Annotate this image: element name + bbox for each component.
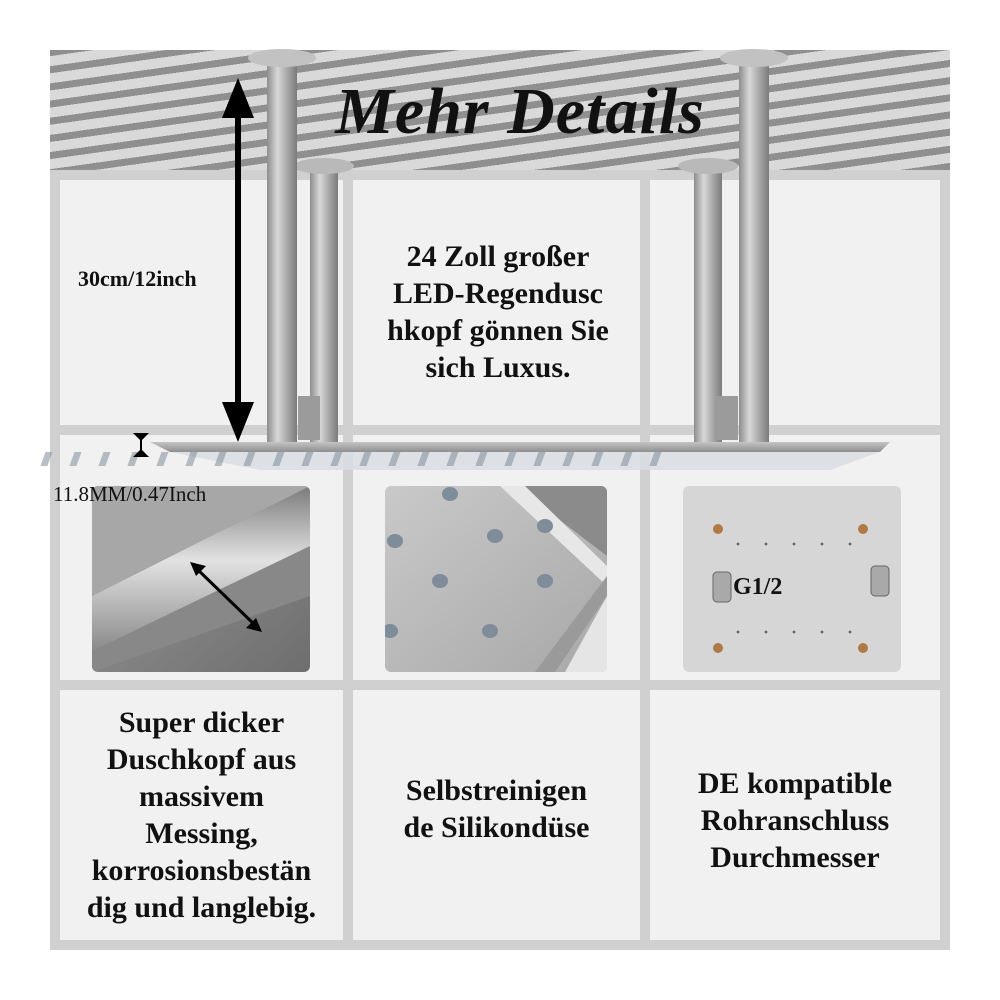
height-dimension-label: 30cm/12inch xyxy=(78,266,197,291)
plate-nozzle xyxy=(98,452,110,466)
size-line-3: hkopf gönnen Sie xyxy=(387,314,609,347)
plate-nozzle xyxy=(156,452,168,466)
shower-head-plate xyxy=(150,442,890,452)
connector-line-3: Durchmesser xyxy=(710,841,880,874)
brass-feature-text xyxy=(60,704,343,926)
connector-line-1: DE kompatible xyxy=(697,767,893,800)
brass-line-1: Super dicker xyxy=(118,706,285,739)
front-right-pipe xyxy=(739,60,769,442)
size-feature-text xyxy=(353,238,643,386)
connector-size-label: G1/2 xyxy=(733,574,783,600)
thickness-detail-arrow xyxy=(196,568,256,626)
thickness-dimension-label: 11.8MM/0.47Inch xyxy=(53,482,207,506)
brass-line-4: Messing, xyxy=(145,817,258,850)
size-line-2: LED-Regendusc xyxy=(392,277,603,310)
page-title: Mehr Details xyxy=(335,75,705,148)
size-line-1: 24 Zoll großer xyxy=(406,240,590,273)
nozzle-line-2: de Silikondüse xyxy=(403,811,590,844)
front-right-flange xyxy=(720,49,788,67)
plate-nozzle xyxy=(40,452,52,466)
brass-line-2: Duschkopf aus xyxy=(106,743,297,776)
connector-feature-text xyxy=(650,765,940,876)
right-connector-nut xyxy=(716,396,738,440)
nozzle-line-1: Selbstreinigen xyxy=(405,774,588,807)
plate-nozzle xyxy=(69,452,81,466)
brass-line-3: massivem xyxy=(139,780,264,813)
brass-line-5: korrosionsbestän xyxy=(91,854,312,887)
brass-line-6: dig und langlebig. xyxy=(86,891,317,924)
nozzle-feature-text xyxy=(353,772,640,846)
size-line-4: sich Luxus. xyxy=(425,351,571,384)
height-arrow-bottom xyxy=(222,402,254,442)
left-connector-nut xyxy=(298,396,320,440)
front-left-pipe xyxy=(267,60,297,442)
back-right-flange xyxy=(678,158,738,174)
front-left-flange xyxy=(248,49,316,67)
height-arrow-top xyxy=(222,78,254,118)
back-left-flange xyxy=(294,158,354,174)
connector-line-2: Rohranschluss xyxy=(700,804,890,837)
